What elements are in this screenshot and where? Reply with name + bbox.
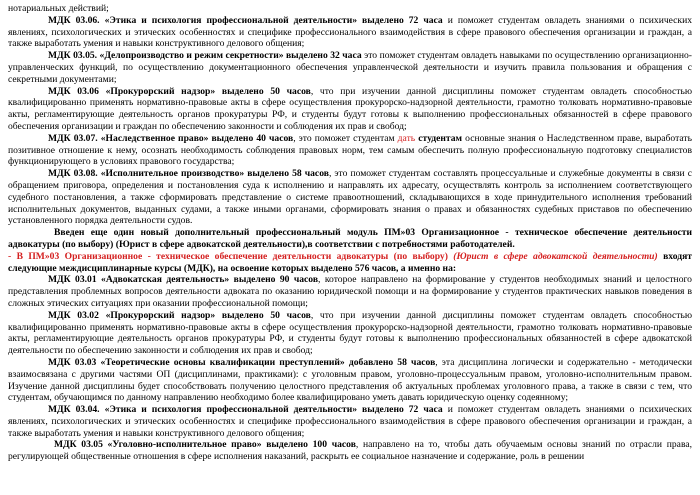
course-title: МДК 03.06 «Прокурорский надзор» выделено 50 часов (48, 85, 311, 97)
course-title: МДК 03.02 «Прокурорский надзор» выделено 50 часов (48, 309, 311, 321)
paragraph-mdk-03-06-ethics: МДК 03.06. «Этика и психология профессиональной деятельности» выделено 72 часа и поможет студентам овладеть знаниями о психических явлениях, психологических и этических особенностях и специфике профессионального взаимодействия в сфере правового обеспечения организации и граждан, а также выработать умения и навыки конструктивного делового общения; (8, 14, 693, 50)
course-title: МДК 03.07. «Наследственное право» выделено 40 часов (48, 132, 294, 144)
paragraph-mdk-03-04-ethics: МДК 03.04. «Этика и психология профессиональной деятельности» выделено 72 часа и поможет студентам овладеть знаниями о психических явлениях, психологических и этических особенностях и специфике профессионального взаимодействия в сфере правового обеспечения организации и граждан, а также выработать умения и навыки конструктивного делового общения; (8, 404, 693, 439)
paragraph-mdk-03-02-prosecutor: МДК 03.02 «Прокурорский надзор» выделено 50 часов, что при изучении данной дисциплины поможет студентам овладеть способностью квалифицированно применять нормативно-правовые акты в сфере осуществления прокурорско-надзорной деятельности, грамотно толковать нормативно-правовые акты, регламентирующие деятельность органов прокуратуры РФ, и студенты будут готовы к выполнению профессиональных обязанностей в сфере адвокатской деятельности по обеспечению законности и соблюдения их прав и свобод; (8, 309, 692, 357)
paragraph-0: нотариальных действий; (8, 3, 109, 14)
course-title: МДК 03.06. «Этика и психология профессиональной деятельности» выделено 72 часа (48, 14, 443, 26)
course-title: МДК 03.05. «Делопроизводство и режим секретности» выделено 32 часа (48, 50, 362, 62)
red-heading: - В ПМ»03 Организационное - техническое обеспечение деятельности адвокатуры (по выбору) (8, 250, 448, 262)
course-title: МДК 03.08. «Исполнительное производство» выделено 58 часов (48, 168, 329, 180)
course-title: МДК 03.04. «Этика и психология профессиональной деятельности» выделено 72 часа (48, 404, 443, 416)
paragraph-mdk-03-08-enforcement: МДК 03.08. «Исполнительное производство» выделено 58 часов, это поможет студентам составлять процессуальные и служебные документы в связи с обращением приговора, определения и постановления суда к исполнению и направлять их адресату, осуществлять контроль за исполнением соответствующего судебного постановления, а также сформировать представление о системе правоотношений, складывающихся в ходе принудительного исполнения требований исполнительных документов, выданных судами, а также иными органами, сформировать знания о правах и обязанностях судебных приставов по обеспечению установленного порядка деятельности судов. (8, 168, 692, 227)
course-title: МДК 03.01 «Адвокатская деятельность» выделено 90 часов (48, 274, 319, 286)
course-title: МДК 03.03 «Теоретические основы квалификации преступлений» добавлено 58 часов (48, 356, 436, 368)
red-italic-heading: (Юрист в сфере адвокатской деятельности) (447, 250, 658, 262)
paragraph-mdk-03-07-inheritance: МДК 03.07. «Наследственное право» выделено 40 часов, это поможет студентам дать студентам основные знания о Наследственном праве, выработать позитивное отношение к нему, осознать необходимость соблюдения правовых норм, тем самым обеспечить полную профессиональную подготовку специалистов функционирующего в условиях правового государства; (8, 132, 692, 168)
paragraph-mdk-03-05-records: МДК 03.05. «Делопроизводство и режим секретности» выделено 32 часа это поможет студентам овладеть навыками по осуществлению организационно-управленческих функций, по осуществлению документационного обеспечения управленческой деятельности и изучить правила пользования и обращения с секретными документами; (8, 50, 692, 85)
paragraph-mdk-03-06-prosecutor: МДК 03.06 «Прокурорский надзор» выделено 50 часов, что при изучении данной дисциплины поможет студентам овладеть способностью квалифицированно применять нормативно-правовые акты в сфере осуществления прокурорско-надзорной деятельности, грамотно толковать нормативно-правовые акты, регламентирующие деятельность органов прокуратуры РФ, и студенты будут готовы к выполнению профессиональных обязанностей в сфере правового обеспечения организации и граждан по обеспечению законности и соблюдения их прав и свобод; (8, 85, 692, 132)
paragraph-new-module: Введен еще один новый дополнительный профессиональный модуль ПМ»03 Организационное - техническое обеспечение деятельности адвокатуры (по выбору) (Юрист в сфере адвокатской деятельности),в соответствии с потребностями работодателей. (8, 227, 692, 250)
paragraph-mdk-03-05-penal: МДК 03.05 «Уголовно-исполнительное право» выделено 100 часов, направлено на то, чтобы дать обучаемым основы знаний по отрасли права, регулирующей общественные отношения в сфере исполнения наказаний, раскрыть ее социальное назначение и содержание, роль в решении (8, 439, 692, 463)
bold-word: студентам (418, 132, 463, 144)
paragraph-module-courses: - В ПМ»03 Организационное - техническое обеспечение деятельности адвокатуры (по выбору) (Юрист в сфере адвокатской деятельности) входят следующие междисциплинарные курсы (МДК), на освоение которых выделено 576 часов, а именно на: (8, 250, 692, 274)
paragraph-mdk-03-01-advocacy: МДК 03.01 «Адвокатская деятельность» выделено 90 часов, которое направлено на формирование у студентов необходимых знаний и целостного представления проблемных вопросов деятельности адвоката по оказанию юридической помощи и на формирование у студентов практических навыков поведения в сложных этических ситуациях при оказании профессиональной помощи; (8, 274, 692, 309)
paragraph-mdk-03-03-crimes: МДК 03.03 «Теоретические основы квалификации преступлений» добавлено 58 часов, эта дисциплина логически и содержательно - методически взаимосвязана с другими частями ОП (дисциплинами, практиками): с уголовным правом, уголовно-процессуальным правом, уголовно-исполнительным правом. Изучение данной дисциплины будет способствовать получению целостного представления об актуальных проблемах уголовного права, а также в связи с тем, что студентам, обучающимся по данному направлению необходимо более квалифицировано уметь давать юридическую оценку содеянному; (8, 356, 692, 404)
course-title: МДК 03.05 «Уголовно-исполнительное право» выделено 100 часов (54, 439, 356, 451)
highlight-word: дать (397, 132, 416, 144)
